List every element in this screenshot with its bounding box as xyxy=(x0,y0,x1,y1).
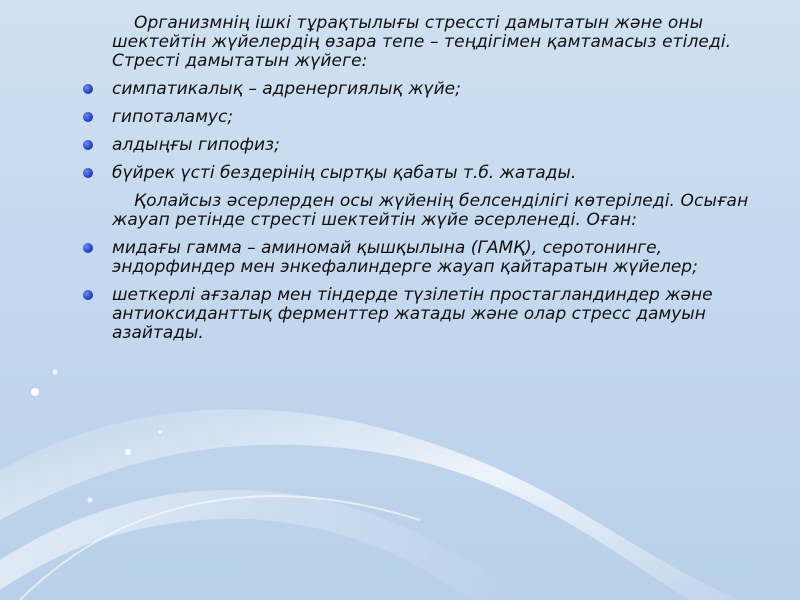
list-item xyxy=(80,136,780,155)
sparkle-dot xyxy=(53,370,58,375)
list-item xyxy=(80,286,780,343)
bullet-icon xyxy=(83,112,93,122)
list-item-text: шеткерлі ағзалар мен тіндерде түзілетін простагландиндер және антиоксиданттық ферменттер жатады және олар стресс дамуын азайтады. xyxy=(112,285,713,343)
list-item-text: гипоталамус; xyxy=(112,107,234,127)
sparkle-dot xyxy=(88,498,93,503)
list-item-text: мидағы гамма – аминомай қышқылына (ГАМҚ), серотонинге, эндорфиндер мен энкефалиндерге жауап қайтаратын жүйелер; xyxy=(112,238,698,277)
list-item xyxy=(80,108,780,127)
sparkle-dot xyxy=(158,430,162,434)
sparkle-dot xyxy=(31,388,39,396)
bullet-icon xyxy=(83,290,93,300)
bullet-icon xyxy=(83,140,93,150)
bullet-icon xyxy=(83,168,93,178)
list-item xyxy=(80,239,780,277)
bullet-icon xyxy=(83,84,93,94)
list-item-text: бүйрек үсті бездерінің сыртқы қабаты т.б. жатады. xyxy=(112,163,577,183)
swoosh-band-lower xyxy=(0,490,520,600)
swoosh-band-upper xyxy=(0,409,740,600)
sparkle-dot xyxy=(125,449,131,455)
list-item xyxy=(80,164,780,183)
slide-body xyxy=(80,14,780,352)
bullet-icon xyxy=(83,243,93,253)
intro-paragraph: Организмнің ішкі тұрақтылығы стрессті дамытатын және оны шектейтін жүйелердің өзара тепе – теңдігімен қамтамасыз етіледі. Стресті дамытатын жүйеге: xyxy=(112,13,732,71)
list-item-text: симпатикалық – адренергиялық жүйе; xyxy=(112,79,461,99)
list-item-text: алдыңғы гипофиз; xyxy=(112,135,280,155)
list-item xyxy=(80,80,780,99)
middle-paragraph: Қолайсыз әсерлерден осы жүйенің белсенділігі көтеріледі. Осыған жауап ретінде стресті шектейтін жүйе әсерленеді. Оған: xyxy=(112,191,749,230)
